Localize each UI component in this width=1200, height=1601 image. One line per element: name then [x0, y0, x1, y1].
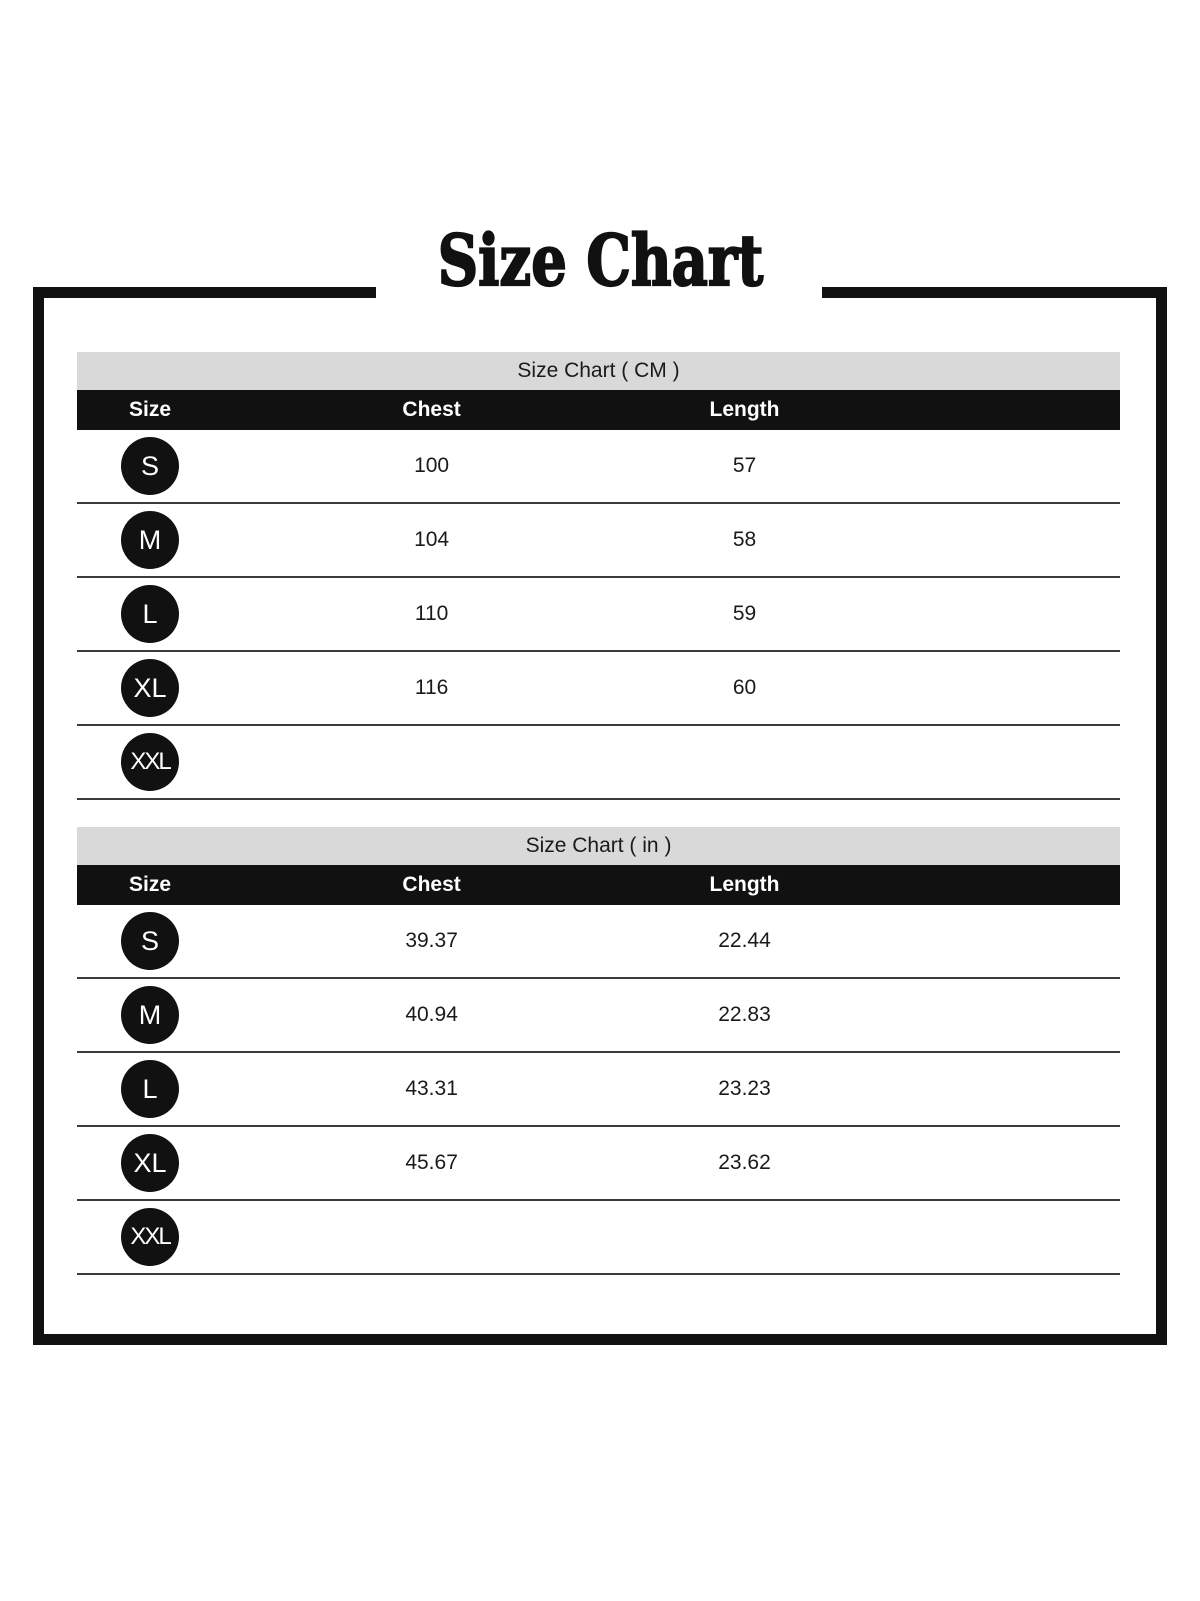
- size-badge: L: [121, 585, 179, 643]
- size-table-cm: [77, 352, 1120, 800]
- length-value: 59: [732, 602, 757, 625]
- chest-value: 100: [414, 454, 450, 477]
- size-badge: S: [121, 437, 179, 495]
- size-badge: S: [121, 912, 179, 970]
- size-badge: M: [121, 511, 179, 569]
- length-value: 57: [732, 454, 757, 477]
- length-value: 23.62: [718, 1151, 771, 1174]
- column-header-size: Size: [128, 873, 172, 896]
- table-row: [77, 1127, 1120, 1201]
- chest-value: 116: [414, 676, 449, 699]
- table-row: [77, 905, 1120, 979]
- length-value: 58: [732, 528, 757, 551]
- table-row: [77, 1201, 1120, 1275]
- column-header-size: Size: [128, 398, 172, 421]
- column-header-length: Length: [709, 398, 780, 421]
- chest-value: 40.94: [405, 1003, 458, 1026]
- table-caption: Size Chart ( CM ): [77, 352, 1120, 390]
- chest-value: 104: [414, 528, 450, 551]
- length-value: 60: [732, 676, 757, 699]
- table-row: [77, 1053, 1120, 1127]
- size-table-in: [77, 827, 1120, 1275]
- table-row: [77, 578, 1120, 652]
- column-header-chest: Chest: [402, 398, 461, 421]
- table-row: [77, 652, 1120, 726]
- table-row: [77, 430, 1120, 504]
- table-row: [77, 504, 1120, 578]
- chest-value: 110: [414, 602, 449, 625]
- table-header-row: [77, 865, 1120, 905]
- table-header-row: [77, 390, 1120, 430]
- table-row: [77, 979, 1120, 1053]
- size-badge: XXL: [121, 733, 179, 791]
- size-badge: L: [121, 1060, 179, 1118]
- length-value: 22.83: [718, 1003, 771, 1026]
- page-title-wrap: [0, 219, 1200, 302]
- length-value: 22.44: [718, 929, 771, 952]
- length-value: 23.23: [718, 1077, 771, 1100]
- chest-value: 43.31: [405, 1077, 458, 1100]
- chest-value: 45.67: [405, 1151, 458, 1174]
- size-badge: M: [121, 986, 179, 1044]
- chest-value: 39.37: [405, 929, 458, 952]
- size-badge: XXL: [121, 1208, 179, 1266]
- size-badge: XL: [121, 659, 179, 717]
- table-caption: Size Chart ( in ): [77, 827, 1120, 865]
- page-title: Size Chart: [437, 219, 763, 302]
- column-header-length: Length: [709, 873, 780, 896]
- column-header-chest: Chest: [402, 873, 461, 896]
- table-row: [77, 726, 1120, 800]
- size-badge: XL: [121, 1134, 179, 1192]
